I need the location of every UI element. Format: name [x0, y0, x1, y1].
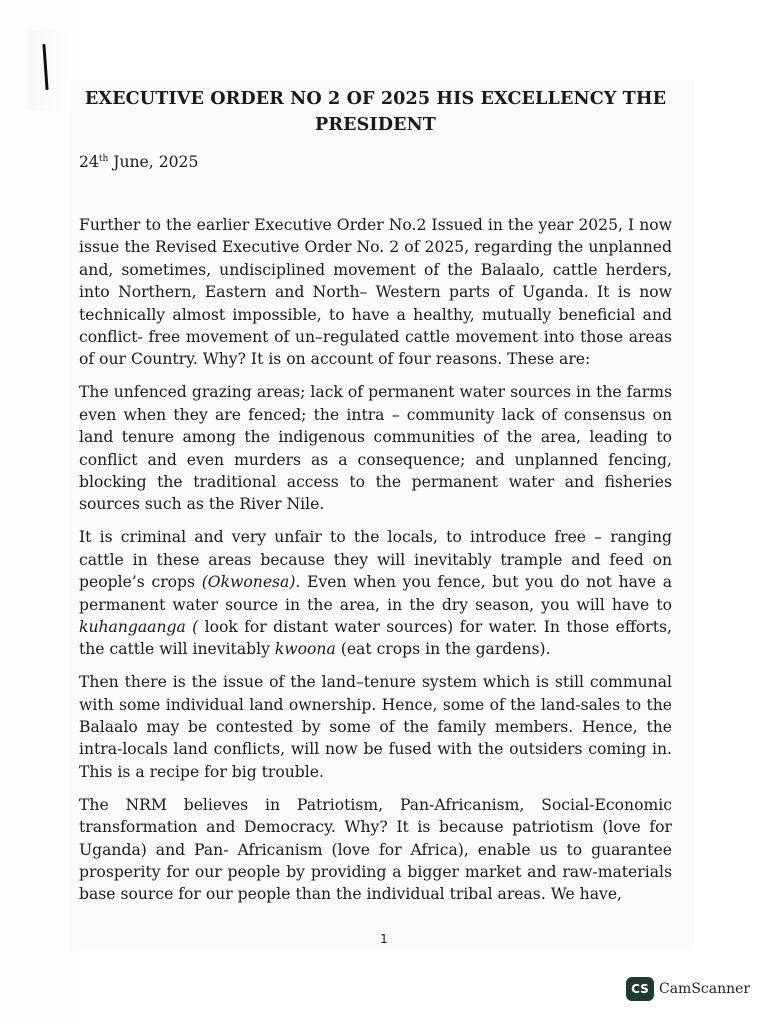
paragraph	[79, 214, 672, 371]
camscanner-watermark	[626, 976, 750, 1002]
scan-edge	[0, 0, 80, 1024]
paragraph-text: Even when you fence, but you do not have a permanent water source in the area, in the dry season, you will have to	[79, 573, 672, 614]
page-number: 1	[380, 932, 388, 946]
paragraph	[79, 381, 672, 515]
date-rest: June, 2025	[108, 153, 199, 171]
date-suffix: th	[98, 153, 109, 164]
paragraph-text: Then there is the issue of the land–tenure system which is still communal with some individual land ownership. Hence, some of the land-sales to the Balaalo may be contested by some of the family members. Hence, the intra-locals land conflicts, will now be fused with the outsiders coming in. This is a recipe for big trouble.	[79, 673, 672, 781]
camscanner-logo-icon: CS	[626, 977, 654, 1001]
paragraph-text: (eat crops in the gardens).	[335, 640, 551, 659]
italic-term: kwoona	[274, 640, 336, 659]
paragraph	[79, 671, 672, 783]
document-content	[79, 86, 672, 906]
paragraph	[79, 526, 672, 660]
italic-term: (Okwonesa).	[201, 573, 301, 592]
paragraph-text: It is criminal and very unfair to the locals, to introduce free – ranging cattle in these areas because they will inevitably trample and feed on people’s crops	[79, 528, 672, 592]
paragraph-text: The unfenced grazing areas; lack of permanent water sources in the farms even when they are fenced; the intra – community lack of consensus on land tenure among the indigenous communities of the area, leading to conflict and even murders as a consequence; and unplanned fencing, blocking the traditional access to the permanent water and fisheries sources such as the River Nile.	[79, 383, 672, 514]
document-title: EXECUTIVE ORDER NO 2 OF 2025 HIS EXCELLENCY THE PRESIDENT	[84, 88, 667, 135]
paragraph	[79, 794, 672, 906]
italic-term: kuhangaanga (	[79, 617, 199, 636]
scan-shadow	[28, 30, 72, 110]
paragraph-text: The NRM believes in Patriotism, Pan-Africanism, Social-Economic transformation and Democracy. Why? It is because patriotism (love for Uganda) and Pan- Africanism (love for Africa), enable us to guarantee prosperity for our people by providing a bigger market and raw-materials base source for our people than the individual tribal areas. We have,	[79, 795, 672, 904]
paragraph-text: Further to the earlier Executive Order No.2 Issued in the year 2025, I now issue the Revised Executive Order No. 2 of 2025, regarding the unplanned and, sometimes, undisciplined movement of the Balaalo, cattle herders, into Northern, Eastern and North– Western parts of Uganda. It is now technically almost impossible, to have a healthy, mutually beneficial and conflict- free movement of un–regulated cattle movement into those areas of our Country. Why? It is on account of four reasons. These are:	[79, 216, 672, 369]
document-body	[79, 214, 672, 906]
date-day: 24	[79, 153, 99, 171]
document-date	[79, 152, 672, 172]
paragraph-text: look for distant water sources) for water. In those efforts, the cattle will inevitably	[79, 617, 672, 659]
camscanner-label: CamScanner	[659, 981, 751, 997]
